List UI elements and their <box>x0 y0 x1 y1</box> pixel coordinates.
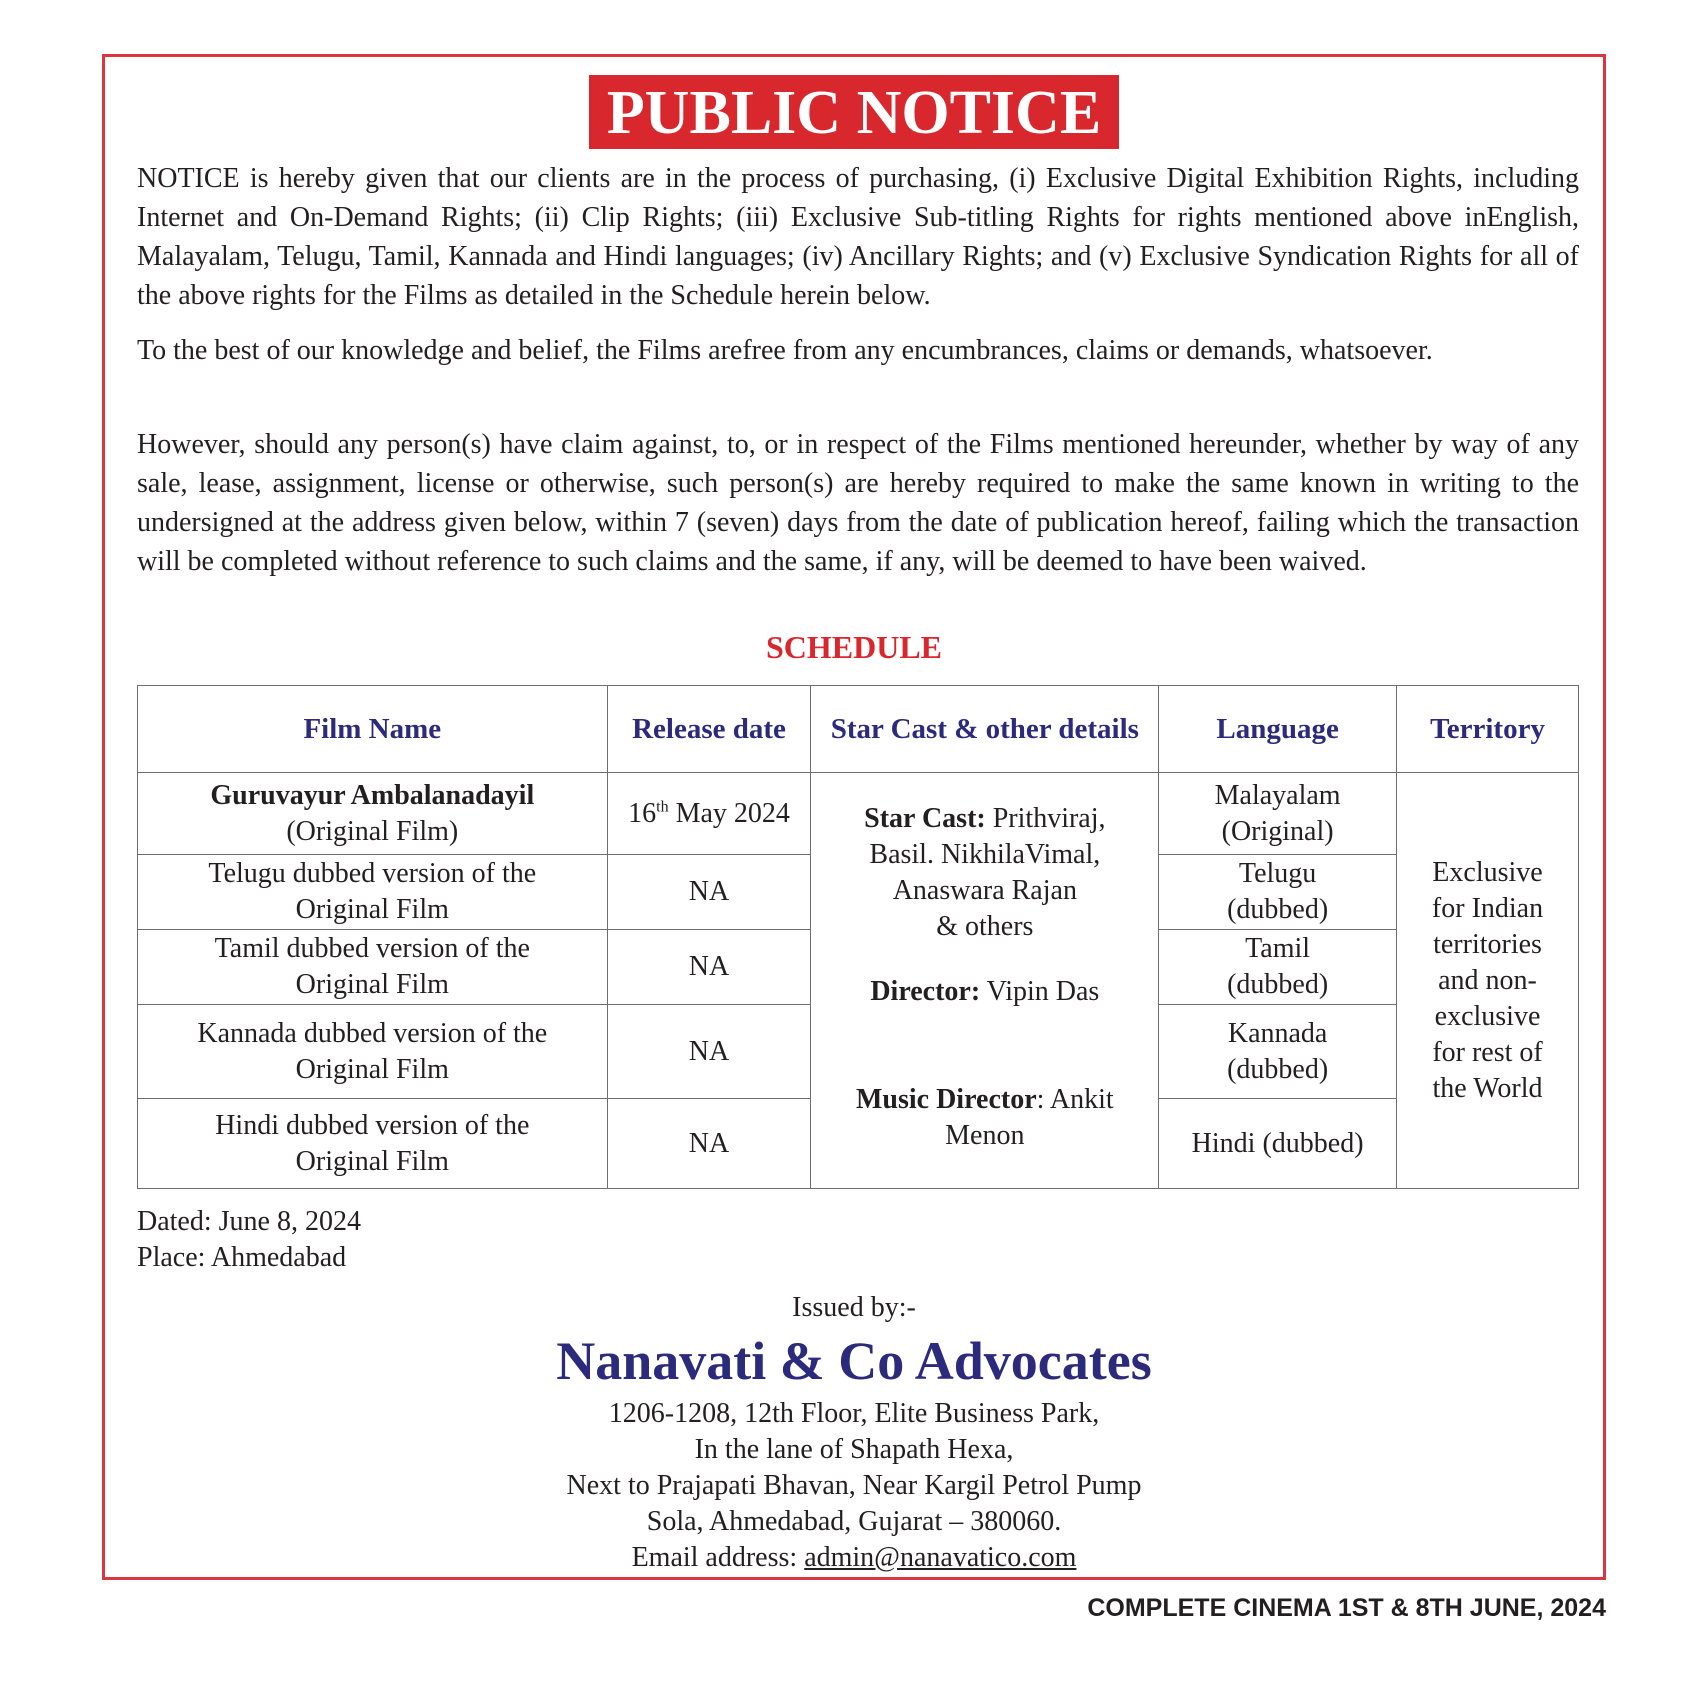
notice-paragraph-2: To the best of our knowledge and belief, the Films arefree from any encumbrances, claims or demands, whatsoever. <box>137 335 1433 366</box>
title-wrap <box>105 75 1603 149</box>
music-director-line-2: Menon <box>945 1120 1025 1151</box>
language-line-1: Telugu <box>1238 858 1317 889</box>
star-cast-line-2: Basil. NikhilaVimal, <box>869 839 1101 870</box>
language-cell <box>1159 1099 1397 1189</box>
territory-line: for Indian <box>1431 892 1544 924</box>
dated-place-block <box>137 1204 361 1276</box>
star-cast-label: Star Cast: <box>864 803 986 834</box>
publication-footer: COMPLETE CINEMA 1ST & 8TH JUNE, 2024 <box>1087 1594 1606 1622</box>
film-name: Kannada dubbed version of the <box>197 1017 548 1049</box>
notice-paragraph-3: However, should any person(s) have claim against, to, or in respect of the Films mentioned hereunder, whether by way of any sale, lease, assignment, license or otherwise, such person(s) are hereby required to make the same known in writing to the undersigned at the address given below, within 7 (seven) days from the date of publication hereof, failing which the transaction will be completed without reference to such claims and the same, if any, will be deemed to have been waived. <box>137 429 1579 577</box>
territory-line: for rest of <box>1432 1036 1543 1068</box>
film-subtitle: Original Film <box>295 894 449 925</box>
notice-frame <box>102 54 1606 1580</box>
release-cell: NA <box>607 1099 811 1189</box>
release-rest: May 2024 <box>668 797 790 829</box>
language-line-2: (dubbed) <box>1227 1053 1329 1085</box>
release-suffix: th <box>656 798 669 816</box>
film-cell <box>138 855 608 930</box>
star-cast-value: Prithviraj, <box>985 803 1106 834</box>
film-name: Tamil dubbed version of the <box>214 933 530 964</box>
language-cell <box>1159 930 1397 1005</box>
film-name: Guruvayur Ambalanadayil <box>210 779 535 811</box>
schedule-table <box>137 685 1579 1189</box>
notice-title: PUBLIC NOTICE <box>589 75 1119 149</box>
territory-cell <box>1397 773 1579 1189</box>
territory-line: exclusive <box>1434 1000 1541 1032</box>
star-cast-line-4: & others <box>936 911 1034 942</box>
language-cell <box>1159 855 1397 930</box>
film-subtitle: Original Film <box>295 1053 449 1085</box>
schedule-heading: SCHEDULE <box>765 629 943 665</box>
firm-name: Nanavati & Co Advocates <box>556 1331 1152 1391</box>
star-cast-cell <box>811 773 1159 1189</box>
address-block <box>105 1396 1603 1576</box>
film-subtitle: Original Film <box>295 1145 449 1177</box>
director-label: Director: <box>870 976 981 1007</box>
language-line-1: Tamil <box>1245 933 1311 964</box>
release-cell <box>607 773 811 855</box>
table-row <box>138 773 1579 855</box>
language-line-1: Hindi (dubbed) <box>1191 1127 1364 1159</box>
film-name: Hindi dubbed version of the <box>215 1109 530 1141</box>
place-line: Place: Ahmedabad <box>137 1242 347 1273</box>
territory-line: the World <box>1432 1072 1543 1104</box>
header-release-date: Release date <box>607 686 811 773</box>
header-film-name: Film Name <box>138 686 608 773</box>
email-line <box>105 1540 1603 1576</box>
territory-line: territories <box>1433 928 1542 960</box>
email-label: Email address: <box>631 1542 805 1573</box>
release-cell: NA <box>607 1005 811 1099</box>
music-director-value: : Ankit <box>1036 1084 1114 1115</box>
release-day: 16 <box>628 797 657 829</box>
director-value: Vipin Das <box>980 976 1100 1007</box>
language-cell <box>1159 1005 1397 1099</box>
header-language: Language <box>1159 686 1397 773</box>
film-cell <box>138 1099 608 1189</box>
film-cell <box>138 930 608 1005</box>
address-line: In the lane of Shapath Hexa, <box>694 1434 1014 1465</box>
territory-line: and non- <box>1438 964 1537 996</box>
language-cell <box>1159 773 1397 855</box>
issued-by-label: Issued by:- <box>792 1292 916 1323</box>
music-director-label: Music Director <box>855 1084 1037 1115</box>
address-line: Sola, Ahmedabad, Gujarat – 380060. <box>646 1506 1062 1537</box>
film-name: Telugu dubbed version of the <box>208 858 537 889</box>
release-cell: NA <box>607 855 811 930</box>
film-cell <box>138 1005 608 1099</box>
dated-line: Dated: June 8, 2024 <box>137 1206 361 1237</box>
address-line: Next to Prajapati Bhavan, Near Kargil Petrol Pump <box>566 1470 1142 1501</box>
email-link[interactable]: admin@nanavatico.com <box>804 1542 1077 1573</box>
language-line-2: (dubbed) <box>1227 969 1329 1000</box>
language-line-2: (dubbed) <box>1227 894 1329 925</box>
release-cell: NA <box>607 930 811 1005</box>
notice-paragraph-1: NOTICE is hereby given that our clients are in the process of purchasing, (i) Exclusive Digital Exhibition Rights, including Internet and On-Demand Rights; (ii) Clip Rights; (iii) Exclusive Sub-titling Rights for rights mentioned above inEnglish, Malayalam, Telugu, Tamil, Kannada and Hindi languages; (iv) Ancillary Rights; and (v) Exclusive Syndication Rights for all of the above rights for the Films as detailed in the Schedule herein below. <box>137 163 1579 311</box>
territory-line: Exclusive <box>1432 856 1543 888</box>
header-territory: Territory <box>1397 686 1579 773</box>
film-subtitle: (Original Film) <box>286 815 459 847</box>
header-star-cast: Star Cast & other details <box>811 686 1159 773</box>
language-line-1: Kannada <box>1227 1017 1328 1049</box>
film-cell <box>138 773 608 855</box>
language-line-2: (Original) <box>1221 815 1334 847</box>
table-header-row <box>138 686 1579 773</box>
address-line: 1206-1208, 12th Floor, Elite Business Park, <box>608 1398 1100 1429</box>
film-subtitle: Original Film <box>295 969 449 1000</box>
star-cast-block <box>817 773 1152 1154</box>
star-cast-line-3: Anaswara Rajan <box>892 875 1077 906</box>
language-line-1: Malayalam <box>1214 779 1341 811</box>
